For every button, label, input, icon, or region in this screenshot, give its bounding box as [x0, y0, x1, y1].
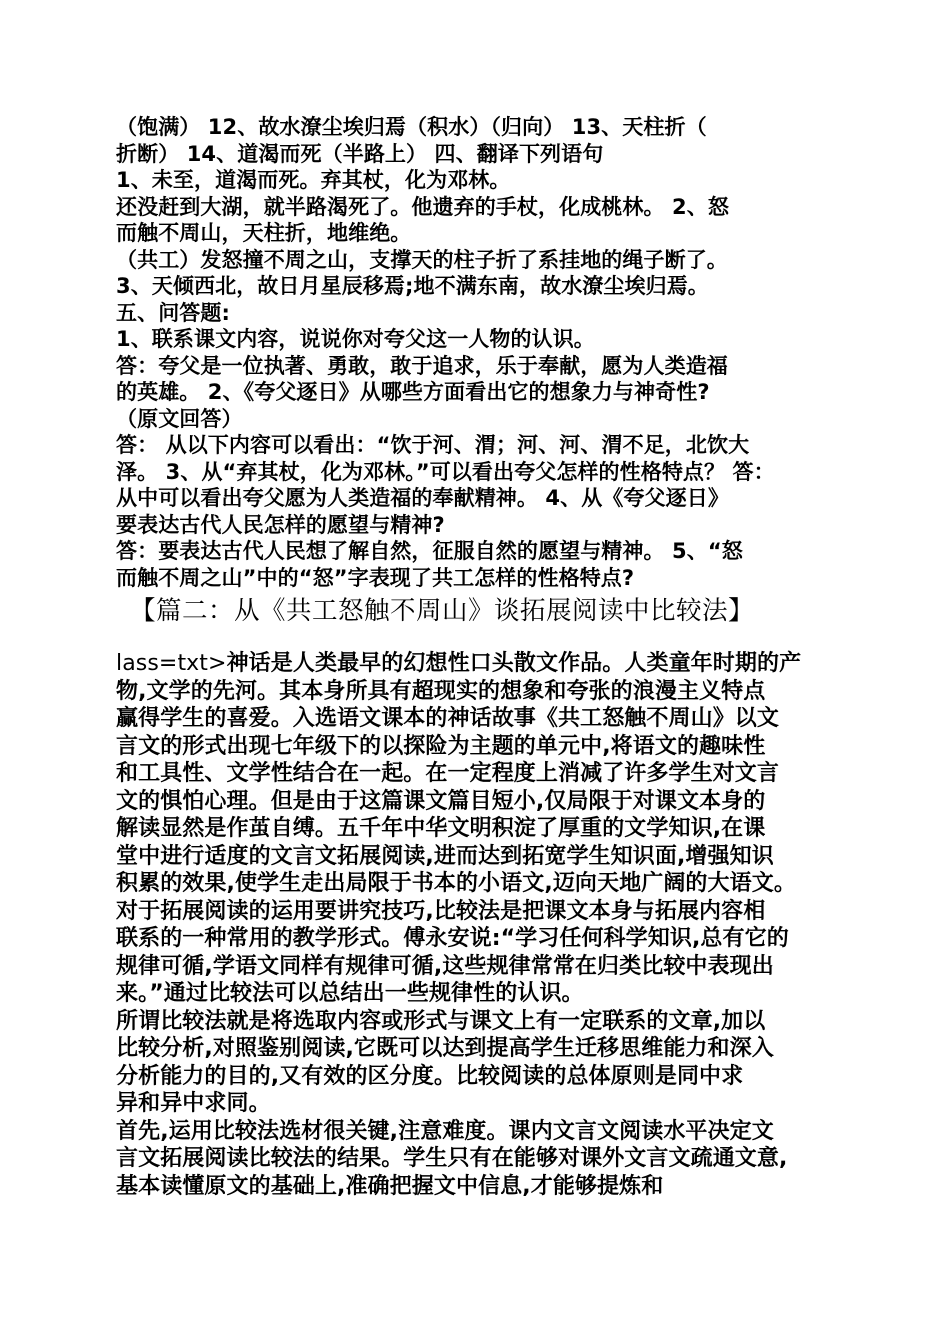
text-line: 答：夸父是一位执著、勇敢，敢于追求，乐于奉献，愿为人类造福 [116, 353, 728, 378]
text-line: 言文的形式出现七年级下的以探险为主题的单元中,将语文的趣味性 [116, 733, 766, 759]
document-page [116, 114, 842, 1200]
text-line: 文的惧怕心理。但是由于这篇课文篇目短小,仅局限于对课文本身的 [116, 788, 766, 814]
text-line: 首先,运用比较法选材很关键,注意难度。课内文言文阅读水平决定文 [116, 1118, 774, 1144]
text-line: 答：要表达古代人民想了解自然，征服自然的愿望与精神。 5、“怒 [116, 539, 743, 563]
text-line: 而触不周山，天柱折，地维绝。 [116, 221, 412, 245]
text-line: 物,文学的先河。其本身所具有超现实的想象和夸张的浪漫主义特点 [116, 678, 766, 704]
text-line: 基本读懂原文的基础上,准确把握文中信息,才能够提炼和 [116, 1173, 664, 1199]
text-line: 堂中进行适度的文言文拓展阅读,进而达到拓宽学生知识面,增强知识 [116, 843, 774, 869]
text-line: （原文回答） [116, 406, 243, 431]
text-line: 言文拓展阅读比较法的结果。学生只有在能够对课外文言文疏通文意, [116, 1146, 788, 1171]
text-line [116, 650, 842, 678]
text-line: 积累的效果,使学生走出局限于书本的小语文,迈向天地广阔的大语文。 [116, 871, 796, 896]
text-line: 赢得学生的喜爱。入选语文课本的神话故事《共工怒触不周山》以文 [116, 706, 780, 731]
text-line: 所谓比较法就是将选取内容或形式与课文上有一定联系的文章,加以 [116, 1008, 766, 1034]
text-line: 要表达古代人民怎样的愿望与精神? [116, 512, 445, 537]
text-line: 异和异中求同。 [116, 1091, 271, 1116]
text-line: 还没赶到大湖，就半路渴死了。他遗弃的手杖，化成桃林。 2、怒 [116, 194, 729, 219]
text-line: 1、联系课文内容，说说你对夸父这一人物的认识。 [116, 327, 595, 351]
text-line: 折断） 14、道渴而死（半路上） 四、翻译下列语句 [116, 141, 604, 166]
text-line: 比较分析,对照鉴别阅读,它既可以达到提高学生迁移思维能力和深入 [116, 1036, 774, 1061]
text-line: 的英雄。 2、《夸父逐日》从哪些方面看出它的想象力与神奇性? [116, 380, 710, 404]
text-line: 对于拓展阅读的运用要讲究技巧,比较法是把课文本身与拓展内容相 [116, 898, 766, 924]
text-line-content: 神话是人类最早的幻想性口头散文作品。人类童年时期的产 [226, 651, 802, 676]
text-line: 五、问答题: [116, 300, 230, 325]
text-line: 联系的一种常用的教学形式。傅永安说:“学习任何科学知识,总有它的 [116, 926, 789, 951]
answer-section [116, 114, 842, 591]
text-line: （饱满） 12、故水潦尘埃归焉（积水）（归向） 13、天柱折（ [116, 115, 707, 139]
text-line: 3、天倾西北，故日月星辰移焉;地不满东南，故水潦尘埃归焉。 [116, 274, 709, 298]
essay-section [116, 650, 842, 1200]
section-title: 【篇二：从《共工怒触不周山》谈拓展阅读中比较法】 [130, 596, 755, 626]
html-fragment-prefix: lass=txt> [116, 651, 227, 676]
text-line: 分析能力的目的,又有效的区分度。比较阅读的总体原则是同中求 [116, 1063, 744, 1089]
text-line: 和工具性、文学性结合在一起。在一定程度上消减了许多学生对文言 [116, 761, 780, 786]
text-line: 1、未至，道渴而死。弃其杖，化为邓林。 [116, 168, 511, 192]
text-line: 从中可以看出夸父愿为人类造福的奉献精神。 4、从《夸父逐日》 [116, 486, 729, 510]
text-line: 泽。 3、从“弃其杖，化为邓林。”可以看出夸父怎样的性格特点？ 答： [116, 459, 775, 484]
text-line: （共工）发怒撞不周之山，支撑天的柱子折了系挂地的绳子断了。 [116, 247, 728, 272]
text-line: 答： 从以下内容可以看出：“饮于河、渭；河、河、渭不足，北饮大 [116, 433, 750, 457]
text-line: 解读显然是作茧自缚。五千年中华文明积淀了厚重的文学知识,在课 [116, 816, 766, 841]
text-line: 来。”通过比较法可以总结出一些规律性的认识。 [116, 981, 584, 1006]
text-line: 而触不周之山”中的“怒”字表现了共工怎样的性格特点? [116, 565, 635, 590]
text-line: 规律可循,学语文同样有规律可循,这些规律常常在归类比较中表现出 [116, 953, 774, 979]
